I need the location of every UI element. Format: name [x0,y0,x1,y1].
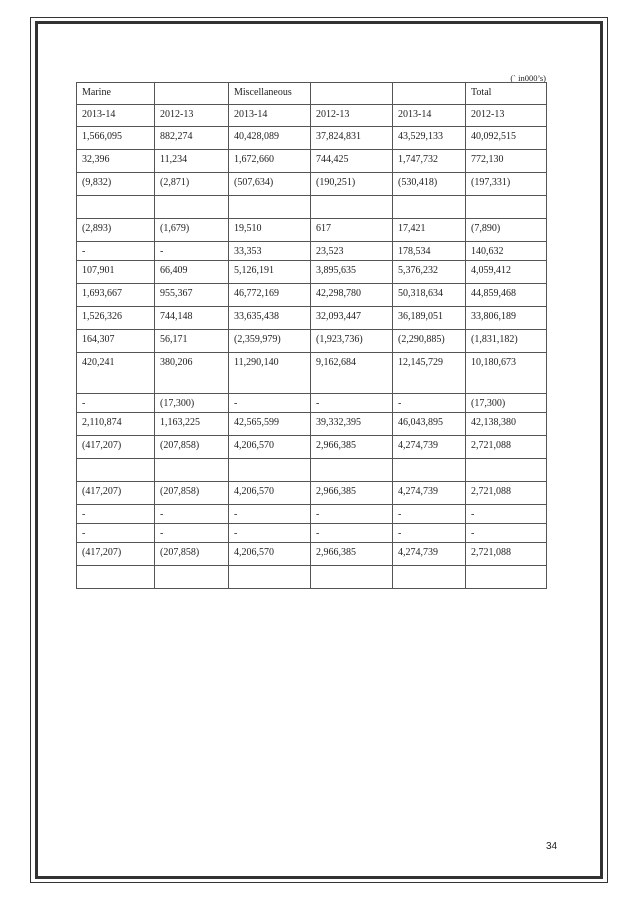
table-row [77,482,547,505]
unit-note: (` in000’s) [510,73,546,83]
table-cell: 33,806,189 [466,307,547,330]
table-cell: 955,367 [155,284,229,307]
table-cell: (2,290,885) [393,330,466,353]
table-cell: 2,110,874 [77,413,155,436]
table-row [77,566,547,589]
table-cell: 42,138,380 [466,413,547,436]
table-cell: (2,893) [77,219,155,242]
header-cell: 2012-13 [311,105,393,127]
table-cell: 140,632 [466,242,547,261]
header-cell: 2013-14 [77,105,155,127]
table-row [77,173,547,196]
table-cell: 42,298,780 [311,284,393,307]
table-row [77,219,547,242]
table-cell: 44,859,468 [466,284,547,307]
table-cell: 32,396 [77,150,155,173]
table-cell: (17,300) [466,394,547,413]
table-cell: - [229,394,311,413]
header-row-segments [77,83,547,105]
table-cell: (2,359,979) [229,330,311,353]
table-cell: 772,130 [466,150,547,173]
table-cell: 3,895,635 [311,261,393,284]
header-cell: Miscellaneous [229,83,311,105]
table-cell: 4,206,570 [229,482,311,505]
table-cell [229,196,311,219]
table-cell: 2,721,088 [466,436,547,459]
table-cell: 420,241 [77,353,155,394]
table-cell: - [155,242,229,261]
table-cell: 5,376,232 [393,261,466,284]
table-cell: 4,206,570 [229,436,311,459]
table-row [77,543,547,566]
table-cell: 1,693,667 [77,284,155,307]
table-cell: 380,206 [155,353,229,394]
table-cell [229,459,311,482]
table-cell: 11,234 [155,150,229,173]
table-cell: (507,634) [229,173,311,196]
table-cell [77,196,155,219]
table-cell: (417,207) [77,482,155,505]
table-row [77,261,547,284]
table-cell: 178,534 [393,242,466,261]
table-cell: (2,871) [155,173,229,196]
table-cell: 36,189,051 [393,307,466,330]
header-cell [155,83,229,105]
table-row [77,459,547,482]
table-cell: 107,901 [77,261,155,284]
header-cell: Marine [77,83,155,105]
table-cell: 1,566,095 [77,127,155,150]
table-cell [466,196,547,219]
financial-table [76,82,547,589]
table-cell: - [77,524,155,543]
table-cell: (417,207) [77,543,155,566]
table-cell [466,459,547,482]
table-cell [393,566,466,589]
table-cell [229,566,311,589]
header-row-years [77,105,547,127]
table-cell: 4,274,739 [393,436,466,459]
header-cell: 2012-13 [466,105,547,127]
table-cell: (197,331) [466,173,547,196]
table-cell: 66,409 [155,261,229,284]
table-row [77,394,547,413]
table-cell: (17,300) [155,394,229,413]
table-row [77,353,547,394]
table-cell: 617 [311,219,393,242]
table-cell: - [311,394,393,413]
table-cell [155,196,229,219]
table-row [77,307,547,330]
header-cell: Total [466,83,547,105]
table-cell: 1,526,326 [77,307,155,330]
table-cell: - [77,394,155,413]
header-cell: 2013-14 [393,105,466,127]
table-row [77,196,547,219]
table-cell: 744,425 [311,150,393,173]
table-cell: 43,529,133 [393,127,466,150]
table-cell: 2,721,088 [466,543,547,566]
table-cell: 2,966,385 [311,482,393,505]
table-cell: 39,332,395 [311,413,393,436]
header-cell: 2012-13 [155,105,229,127]
table-row [77,413,547,436]
table-cell: 744,148 [155,307,229,330]
table-cell: 33,353 [229,242,311,261]
table-cell: (207,858) [155,543,229,566]
table-cell: 11,290,140 [229,353,311,394]
table-cell [155,566,229,589]
table-cell: 5,126,191 [229,261,311,284]
table-row [77,524,547,543]
table-row [77,150,547,173]
table-cell: 50,318,634 [393,284,466,307]
table-cell: - [229,505,311,524]
table-cell: (1,923,736) [311,330,393,353]
table-cell: - [311,505,393,524]
table-cell: - [155,524,229,543]
table-cell: (207,858) [155,436,229,459]
table-cell: 4,274,739 [393,482,466,505]
table-cell: 4,059,412 [466,261,547,284]
table-cell: - [311,524,393,543]
table-cell [155,459,229,482]
table-cell: 1,747,732 [393,150,466,173]
table-row [77,505,547,524]
table-row [77,242,547,261]
table-cell: 32,093,447 [311,307,393,330]
table-cell: - [155,505,229,524]
table-cell: (9,832) [77,173,155,196]
table-cell: 4,274,739 [393,543,466,566]
table-cell: (1,679) [155,219,229,242]
table-cell: (1,831,182) [466,330,547,353]
table-cell: 12,145,729 [393,353,466,394]
table-cell: (417,207) [77,436,155,459]
table-cell: - [393,505,466,524]
header-cell [393,83,466,105]
table-cell: - [229,524,311,543]
table-cell: (530,418) [393,173,466,196]
header-cell: 2013-14 [229,105,311,127]
table-cell [311,459,393,482]
table-cell [466,566,547,589]
table-cell [311,566,393,589]
table-cell: 19,510 [229,219,311,242]
table-cell [77,566,155,589]
table-row [77,436,547,459]
table-cell [393,459,466,482]
table-cell: 37,824,831 [311,127,393,150]
table-cell: 9,162,684 [311,353,393,394]
table-cell: 40,092,515 [466,127,547,150]
table-cell [393,196,466,219]
table-cell: - [77,242,155,261]
table-cell: 2,966,385 [311,543,393,566]
page-number: 34 [546,841,558,852]
table-row [77,284,547,307]
table-cell: 23,523 [311,242,393,261]
table-cell: 882,274 [155,127,229,150]
table-cell: 1,672,660 [229,150,311,173]
table-cell: 33,635,438 [229,307,311,330]
table-cell [77,459,155,482]
table-cell: 1,163,225 [155,413,229,436]
table-cell: 17,421 [393,219,466,242]
table-cell: - [393,394,466,413]
table-cell: - [393,524,466,543]
table-cell: 10,180,673 [466,353,547,394]
table-cell: 40,428,089 [229,127,311,150]
table-cell [311,196,393,219]
table-cell: 42,565,599 [229,413,311,436]
table-row [77,330,547,353]
table-cell: (207,858) [155,482,229,505]
header-cell [311,83,393,105]
table-cell: 2,966,385 [311,436,393,459]
table-cell: 2,721,088 [466,482,547,505]
table-cell: 4,206,570 [229,543,311,566]
table-cell: 46,772,169 [229,284,311,307]
table-cell: 56,171 [155,330,229,353]
table-cell: 164,307 [77,330,155,353]
table-cell: - [466,524,547,543]
table-cell: (190,251) [311,173,393,196]
table-cell: - [77,505,155,524]
table-cell: (7,890) [466,219,547,242]
table-cell: 46,043,895 [393,413,466,436]
table-row [77,127,547,150]
table-cell: - [466,505,547,524]
